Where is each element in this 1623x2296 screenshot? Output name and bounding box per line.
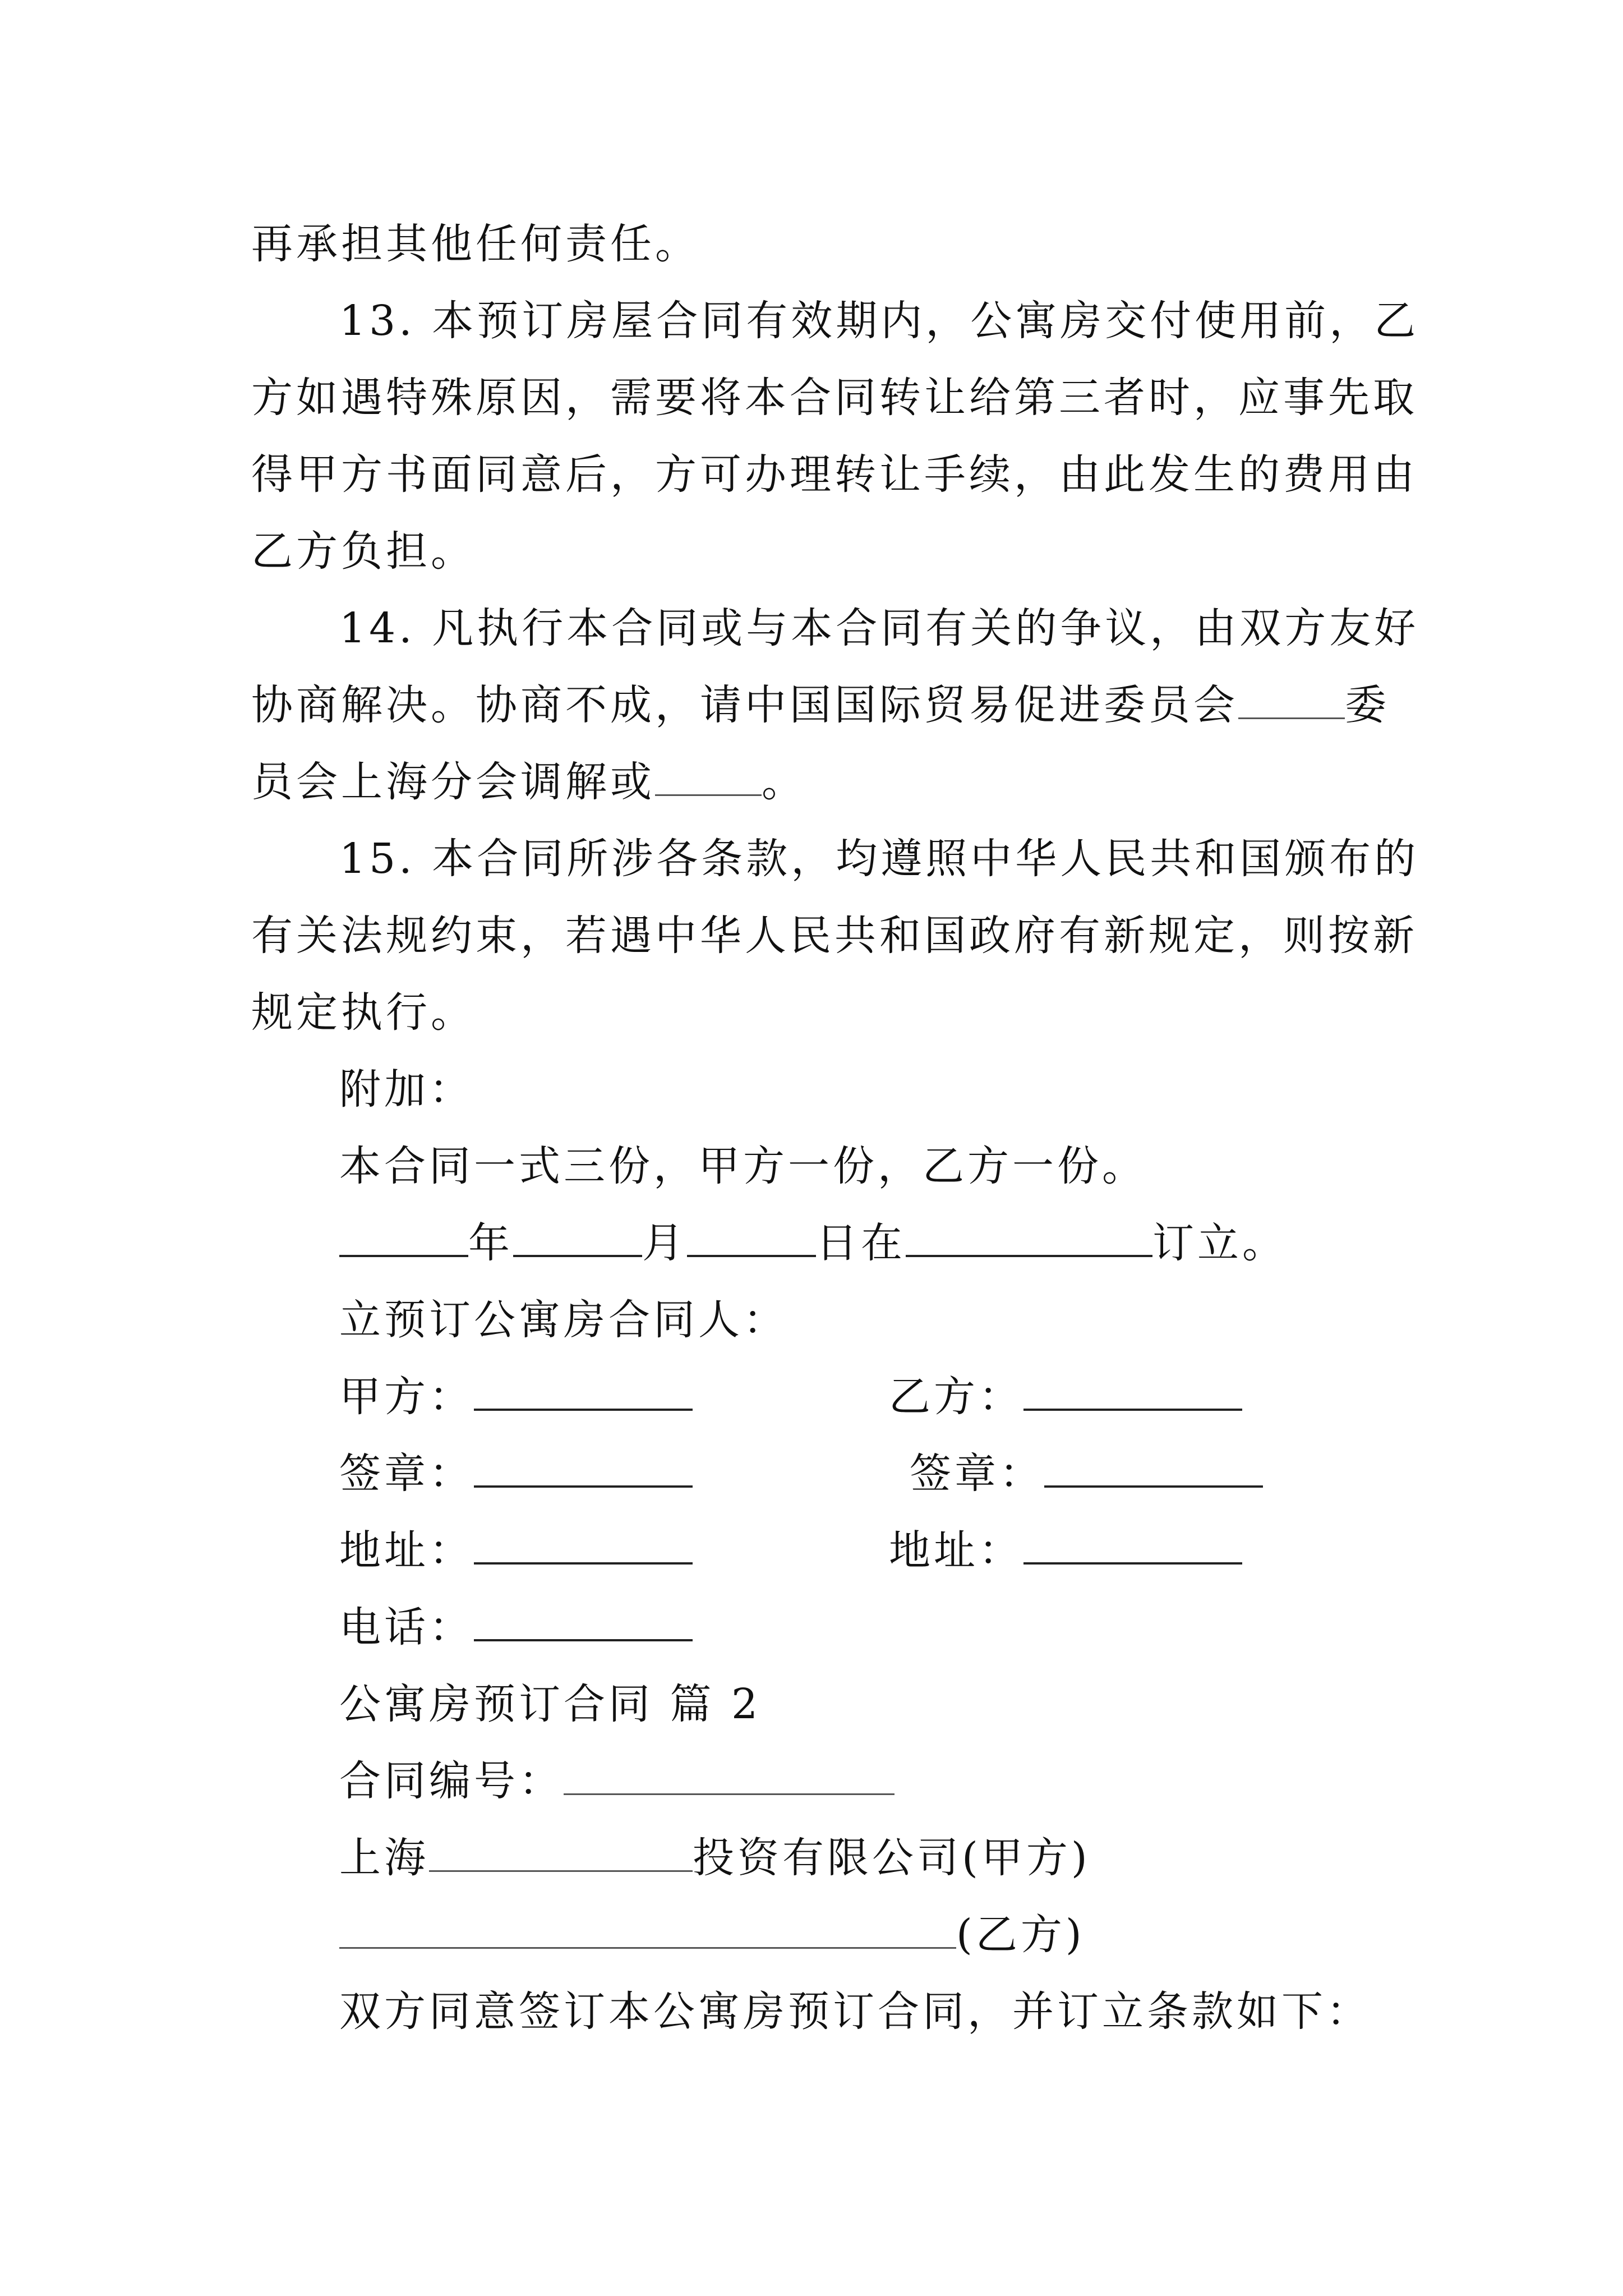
address-b-line: [889, 1526, 1242, 1575]
paragraph-14-period: 。: [762, 758, 806, 806]
day-place-label: 日在: [816, 1219, 906, 1267]
party-a-label: 甲方：: [339, 1373, 474, 1421]
seal-a-label: 签章：: [339, 1450, 474, 1498]
address-a-label: 地址：: [339, 1526, 474, 1575]
paragraph-15-line-1: 15. 本合同所涉各条款，均遵照中华人民共和国颁布的: [339, 835, 1419, 883]
party-b-company-line: [339, 1911, 1085, 1959]
signing-date-line: [339, 1219, 1287, 1267]
paragraph-15-line-3: 规定执行。: [251, 988, 476, 1037]
paragraph-14-line-3: [251, 758, 806, 806]
blank-month[interactable]: [513, 1251, 642, 1257]
copies-statement: 本合同一式三份，甲方一份，乙方一份。: [339, 1142, 1147, 1190]
contract-number-line: [339, 1757, 895, 1805]
party-b-suffix: (乙方): [956, 1911, 1085, 1959]
party-a-company-line: [339, 1834, 1091, 1882]
appendix-label: 附加：: [339, 1065, 474, 1114]
party-b-name-blank[interactable]: [339, 1944, 956, 1949]
month-label: 月: [642, 1219, 687, 1267]
blank-day[interactable]: [687, 1251, 816, 1257]
paragraph-13-line-3: 得甲方书面同意后，方可办理转让手续，由此发生的费用由: [251, 450, 1418, 499]
paragraph-12-tail: 再承担其他任何责任。: [251, 220, 700, 268]
paragraph-13-line-1: 13. 本预订房屋合同有效期内，公寓房交付使用前，乙: [339, 297, 1419, 345]
company-suffix: 投资有限公司(甲方): [693, 1834, 1091, 1882]
address-a-blank[interactable]: [474, 1559, 693, 1565]
phone-blank[interactable]: [474, 1636, 693, 1641]
paragraph-13-line-4: 乙方负担。: [251, 527, 476, 576]
seal-b-label: 签章：: [910, 1450, 1044, 1498]
paragraph-15-line-2: 有关法规约束，若遇中华人民共和国政府有新规定，则按新: [251, 912, 1418, 960]
paragraph-14-text-2: 员会上海分会调解或: [251, 758, 655, 806]
party-b-blank[interactable]: [1023, 1405, 1242, 1411]
blank-arbitration: [655, 791, 762, 796]
blank-year[interactable]: [339, 1251, 468, 1257]
seal-b-blank[interactable]: [1044, 1482, 1263, 1488]
blank-arbitration-committee: [1238, 714, 1345, 719]
paragraph-14-line-2: [251, 681, 1390, 729]
company-name-blank[interactable]: [429, 1867, 693, 1872]
year-label: 年: [468, 1219, 513, 1267]
signers-title: 立预订公寓房合同人：: [339, 1296, 788, 1344]
paragraph-14-line-1: 14. 凡执行本合同或与本合同有关的争议，由双方友好: [339, 604, 1419, 652]
section-2-intro: 双方同意签订本公寓房预订合同，并订立条款如下：: [339, 1987, 1371, 2036]
paragraph-14-text-end: 委: [1345, 681, 1390, 729]
party-b-line: [889, 1373, 1242, 1421]
phone-label: 电话：: [339, 1603, 474, 1651]
company-prefix: 上海: [339, 1834, 429, 1882]
blank-place[interactable]: [906, 1251, 1152, 1257]
seal-b-line: [910, 1450, 1263, 1498]
seal-a-line: [339, 1450, 693, 1498]
paragraph-13-line-2: 方如遇特殊原因，需要将本合同转让给第三者时，应事先取: [251, 374, 1418, 422]
party-a-blank[interactable]: [474, 1405, 693, 1411]
contract-number-blank[interactable]: [564, 1790, 895, 1795]
address-b-blank[interactable]: [1023, 1559, 1242, 1565]
address-a-line: [339, 1526, 693, 1575]
seal-a-blank[interactable]: [474, 1482, 693, 1488]
section-2-title: 公寓房预订合同 篇 2: [339, 1680, 762, 1728]
party-a-line: [339, 1373, 693, 1421]
address-b-label: 地址：: [889, 1526, 1023, 1575]
signing-end-label: 订立。: [1152, 1219, 1287, 1267]
party-b-label: 乙方：: [889, 1373, 1023, 1421]
paragraph-14-text: 协商解决。协商不成，请中国国际贸易促进委员会: [251, 681, 1238, 729]
phone-line: [339, 1603, 693, 1651]
contract-number-label: 合同编号：: [339, 1757, 564, 1805]
